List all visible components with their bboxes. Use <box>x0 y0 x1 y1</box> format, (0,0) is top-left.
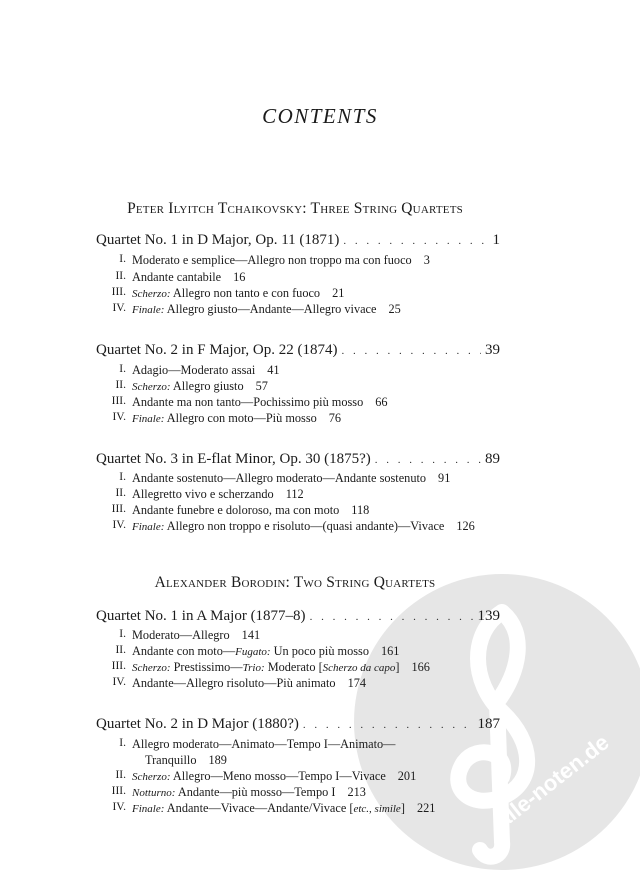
movement-page: 213 <box>347 785 366 799</box>
movement-italic: Trio: <box>242 662 265 674</box>
movement-number: IV. <box>112 801 126 813</box>
dot-leader <box>310 611 474 623</box>
movement-page: 201 <box>397 769 417 783</box>
quartet-page: 139 <box>477 608 500 624</box>
movement-text: Moderato e semplice—Allegro non troppo ma con fuoco <box>132 253 412 267</box>
movement-number: III. <box>111 660 126 672</box>
movement-page: 3 <box>423 253 430 267</box>
movement-prefix: Scherzo: <box>132 381 171 393</box>
movement-text: Andante sostenuto—Allegro moderato—Andante sostenuto <box>132 471 427 485</box>
movement-text: Allegro con moto—Più mosso <box>166 411 317 425</box>
movement-text: Andante funebre e doloroso, ma con moto <box>132 503 340 517</box>
quartet-title: Quartet No. 1 in D Major, Op. 11 (1871) <box>96 232 340 248</box>
movement-page: 126 <box>456 519 475 533</box>
toc-entry-borodin-quartet-1[interactable] <box>96 608 500 625</box>
toc-entry-tchaikovsky-quartet-2[interactable] <box>96 342 500 359</box>
movement-text: Moderato—Allegro <box>132 628 230 642</box>
movement-number: III. <box>111 395 126 407</box>
quartet-title: Quartet No. 1 in A Major (1877–8) <box>96 608 306 624</box>
movement-text: Allegro non tanto e con fuoco <box>172 286 321 300</box>
movement-page: 16 <box>233 270 246 284</box>
quartet-page: 1 <box>492 232 500 248</box>
movement-page: 91 <box>438 471 451 485</box>
movement-number: IV. <box>112 519 126 531</box>
movement-prefix: Scherzo: <box>132 662 171 674</box>
toc-entry-tchaikovsky-quartet-3[interactable] <box>96 451 500 468</box>
movement-text: Allegro moderato—Animato—Tempo I—Animato— <box>132 737 396 751</box>
movement-text: Andante ma non tanto—Pochissimo più mosso <box>132 395 364 409</box>
quartet-page: 39 <box>485 342 500 358</box>
movement-page: 189 <box>208 753 227 767</box>
movement-number: IV. <box>112 302 126 314</box>
movement-text: Andante—Vivace—Andante/Vivace [ <box>166 801 354 815</box>
movement-prefix: Scherzo: <box>132 288 171 300</box>
toc-entry-tchaikovsky-quartet-1[interactable] <box>96 232 500 249</box>
movement-page: 174 <box>347 676 367 690</box>
movement-text: Allegro—Meno mosso—Tempo I—Vivace <box>172 769 386 783</box>
movement-number: I. <box>119 253 126 265</box>
dot-leader <box>343 235 488 247</box>
movement-text: Adagio—Moderato assai <box>132 363 256 377</box>
movement-number: I. <box>119 471 126 483</box>
movement-text: Tranquillo <box>145 753 197 767</box>
movement-number: II. <box>115 270 126 282</box>
movement-text: Allegretto vivo e scherzando <box>132 487 274 501</box>
movement-page: 25 <box>388 302 401 316</box>
movement-number: I. <box>119 363 126 375</box>
movement-page: 66 <box>375 395 388 409</box>
movement-text: Allegro giusto—Andante—Allegro vivace <box>166 302 377 316</box>
movement-number: IV. <box>112 411 126 423</box>
movement-number: I. <box>119 737 126 749</box>
movement-text: Andante con moto— <box>132 644 236 658</box>
toc-entry-borodin-quartet-2[interactable] <box>96 716 500 733</box>
movement-italic: etc., simile <box>353 803 401 815</box>
movement-page: 112 <box>285 487 304 501</box>
quartet-title: Quartet No. 2 in D Major (1880?) <box>96 716 299 732</box>
section-heading-borodin: Alexander Borodin: Two String Quartets <box>154 574 436 591</box>
quartet-title: Quartet No. 3 in E-flat Minor, Op. 30 (1875?) <box>96 451 371 467</box>
movement-page: 221 <box>416 801 436 815</box>
movement-prefix: Finale: <box>132 521 165 533</box>
movement-page: 41 <box>267 363 280 377</box>
movement-prefix: Finale: <box>132 803 165 815</box>
movement-page: 166 <box>411 660 430 674</box>
movement-text: Prestissimo— <box>173 660 243 674</box>
movement-number: III. <box>111 785 126 797</box>
movement-text: Andante—Allegro risoluto—Più animato <box>132 676 336 690</box>
movement-text: Allegro non troppo e risoluto—(quasi andante)—Vivace <box>166 519 445 533</box>
dot-leader <box>375 454 481 466</box>
movement-page: 21 <box>332 286 345 300</box>
movement-page: 57 <box>255 379 268 393</box>
page-title: CONTENTS <box>262 104 378 128</box>
movement-prefix: Scherzo: <box>132 771 171 783</box>
movement-page: 76 <box>328 411 342 425</box>
movement-text-2: Un poco più mosso <box>273 644 369 658</box>
movement-prefix: Notturno: <box>132 787 176 799</box>
movement-text: Andante cantabile <box>132 270 222 284</box>
movement-number: II. <box>115 487 126 499</box>
movement-number: I. <box>119 628 126 640</box>
movement-text-2: Moderato [ <box>267 660 323 674</box>
movement-page: 141 <box>241 628 261 642</box>
movement-text: Allegro giusto <box>172 379 244 393</box>
section-heading-tchaikovsky: Peter Ilyitch Tchaikovsky: Three String Quartets <box>127 200 463 217</box>
movement-page: 118 <box>351 503 370 517</box>
movement-text-3: ] <box>395 660 400 674</box>
dot-leader <box>303 719 474 731</box>
movement-number: III. <box>111 503 126 515</box>
movement-prefix: Finale: <box>132 413 165 425</box>
movement-text: Andante—più mosso—Tempo I <box>177 785 336 799</box>
movement-page: 161 <box>380 644 400 658</box>
quartet-page: 89 <box>485 451 500 467</box>
movement-number: II. <box>115 379 126 391</box>
movement-number: III. <box>111 286 126 298</box>
dot-leader <box>341 345 481 357</box>
quartet-page: 187 <box>477 716 500 732</box>
movement-text-2: ] <box>400 801 405 815</box>
movement-number: II. <box>115 644 126 656</box>
movement-italic-2: Scherzo da capo <box>322 662 396 674</box>
quartet-title: Quartet No. 2 in F Major, Op. 22 (1874) <box>96 342 338 358</box>
movement-number: II. <box>115 769 126 781</box>
movement-number: IV. <box>112 676 126 688</box>
movement-italic: Fugato: <box>235 646 271 658</box>
watermark-text: alle-noten.de <box>491 729 614 833</box>
movement-prefix: Finale: <box>132 304 165 316</box>
